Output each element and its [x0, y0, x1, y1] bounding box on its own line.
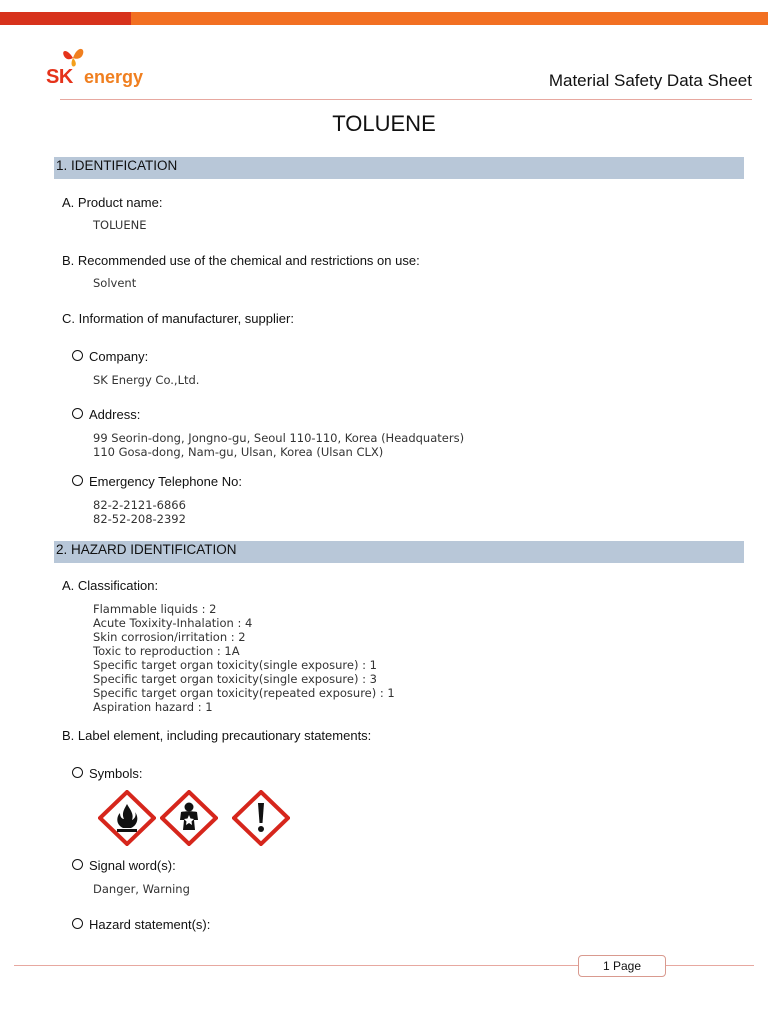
company-label-row	[72, 349, 148, 364]
recommended-use-label: B. Recommended use of the chemical and restrictions on use:	[62, 253, 420, 268]
symbols-label: Symbols:	[89, 766, 143, 781]
address-line-1: 99 Seorin-dong, Jongno-gu, Seoul 110-110, Korea (Headquaters)	[93, 431, 465, 445]
address-line-2: 110 Gosa-dong, Nam-gu, Ulsan, Korea (Ulsan CLX)	[93, 445, 384, 459]
phone-label: Emergency Telephone No:	[89, 474, 242, 489]
classification-item: Specific target organ toxicity(repeated exposure) : 1	[93, 686, 395, 700]
company-label: Company:	[89, 349, 149, 364]
product-name-label: A. Product name:	[62, 195, 163, 210]
bullet-circle-icon	[72, 475, 83, 486]
manufacturer-label: C. Information of manufacturer, supplier:	[62, 311, 294, 326]
ghs-symbols	[98, 790, 298, 846]
address-label: Address:	[89, 407, 141, 422]
phone-label-row	[72, 474, 242, 489]
signal-word-label-row	[72, 858, 176, 873]
phone-2: 82-52-208-2392	[93, 512, 186, 526]
section-1-header	[54, 157, 744, 179]
section-2-header	[54, 541, 744, 563]
classification-label: A. Classification:	[62, 578, 159, 593]
sk-energy-logo	[40, 44, 160, 94]
logo-energy-text: energy	[84, 67, 144, 87]
bullet-circle-icon	[72, 859, 83, 870]
section-2-heading: 2. HAZARD IDENTIFICATION	[56, 542, 237, 557]
header-divider	[60, 99, 752, 100]
logo-sk-text: SK	[46, 66, 73, 88]
classification-item: Aspiration hazard : 1	[93, 700, 213, 714]
product-name-value: TOLUENE	[93, 218, 147, 232]
classification-item: Specific target organ toxicity(single exposure) : 1	[93, 658, 377, 672]
section-1-heading: 1. IDENTIFICATION	[56, 158, 178, 173]
bullet-circle-icon	[72, 918, 83, 929]
document-type-title: Material Safety Data Sheet	[548, 71, 752, 90]
hazard-statements-label: Hazard statement(s):	[89, 917, 211, 932]
signal-word-label: Signal word(s):	[89, 858, 176, 873]
bullet-circle-icon	[72, 767, 83, 778]
signal-word-value: Danger, Warning	[93, 882, 190, 896]
classification-item: Skin corrosion/irritation : 2	[93, 630, 246, 644]
phone-1: 82-2-2121-6866	[93, 498, 186, 512]
exclamation-pictogram-icon	[232, 790, 290, 846]
bullet-circle-icon	[72, 408, 83, 419]
page-title: TOLUENE	[332, 111, 436, 136]
classification-item: Flammable liquids : 2	[93, 602, 217, 616]
top-bar-red	[0, 12, 131, 25]
address-label-row	[72, 407, 140, 422]
symbols-label-row	[72, 766, 142, 781]
top-bar-orange	[131, 12, 768, 25]
health-hazard-pictogram-icon	[160, 790, 218, 846]
classification-item: Acute Toxixity-Inhalation : 4	[93, 616, 253, 630]
recommended-use-value: Solvent	[93, 276, 137, 290]
label-element-label: B. Label element, including precautionary statements:	[62, 728, 372, 743]
bullet-circle-icon	[72, 350, 83, 361]
page-number: 1 Page	[578, 955, 666, 977]
flame-pictogram-icon	[98, 790, 156, 846]
hazard-statements-label-row	[72, 917, 210, 932]
company-value: SK Energy Co.,Ltd.	[93, 373, 200, 387]
classification-item: Toxic to reproduction : 1A	[93, 644, 240, 658]
classification-item: Specific target organ toxicity(single exposure) : 3	[93, 672, 377, 686]
